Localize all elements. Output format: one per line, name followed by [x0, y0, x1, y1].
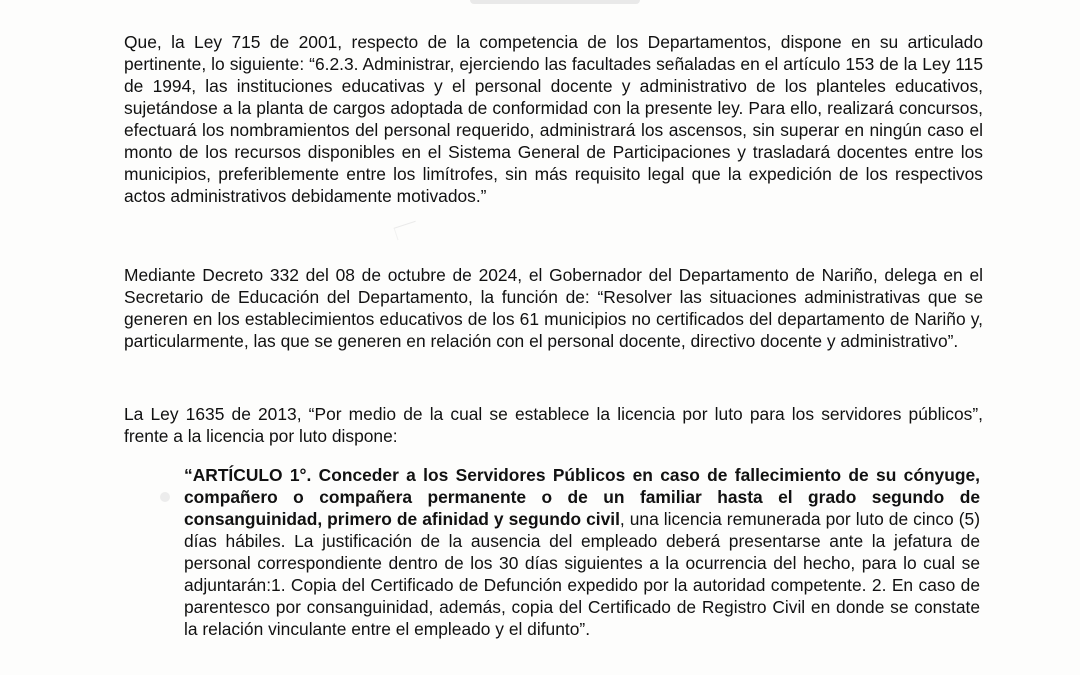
faint-scan-mark: [394, 221, 420, 240]
article-bold-text: . Conceder a los Servidores Públicos en caso de fallecimiento de su cónyuge, compañero o compañera permanente o de un familiar hasta el grado segundo de consanguinidad, primero de afinidad y segundo civil: [184, 465, 980, 529]
paragraph-decreto-332: Mediante Decreto 332 del 08 de octubre de 2024, el Gobernador del Departamento de Nariño, delega en el Secretario de Educación del Departamento, la función de: “Resolver las situaciones administrativas que se generen en los establecimientos educativos de los 61 municipios no certificados del departamento de Nariño y, particularmente, las que se generen en relación con el personal docente, directivo docente y administrativo”.: [124, 265, 983, 351]
quoted-article-1: [184, 464, 980, 640]
article-label: “ARTÍCULO 1°: [184, 465, 307, 485]
article-body-text: , una licencia remunerada por luto de cinco (5) días hábiles. La justificación de la ausencia del empleado deberá presentarse ante la jefatura de personal correspondiente dentro de los 30 días siguientes a la ocurrencia del hecho, para lo cual se adjuntarán:1. Copia del Certificado de Defunción expedido por la autoridad competente. 2. En caso de parentesco por consanguinidad, además, copia del Certificado de Registro Civil en donde se constate la relación vinculante entre el empleado y el difunto”.: [184, 509, 980, 639]
paragraph-ley-715: Que, la Ley 715 de 2001, respecto de la competencia de los Departamentos, dispone en su articulado pertinente, lo siguiente: “6.2.3. Administrar, ejerciendo las facultades señaladas en el artículo 153 de la Ley 115 de 1994, las instituciones educativas y el personal docente y administrativo de los planteles educativos, sujetándose a la planta de cargos adoptada de conformidad con la presente ley. Para ello, realizará concursos, efectuará los nombramientos del personal requerido, administrará los ascensos, sin superar en ningún caso el monto de los recursos disponibles en el Sistema General de Participaciones y trasladará docentes entre los municipios, preferiblemente entre los limítrofes, sin más requisito legal que la expedición de los respectivos actos administrativos debidamente motivados.”: [124, 32, 983, 206]
cut-off-header-text: [470, 0, 640, 4]
paragraph-ley-1635: La Ley 1635 de 2013, “Por medio de la cual se establece la licencia por luto para los servidores públicos”, frente a la licencia por luto dispone:: [124, 404, 983, 446]
scan-speck: [160, 492, 170, 502]
